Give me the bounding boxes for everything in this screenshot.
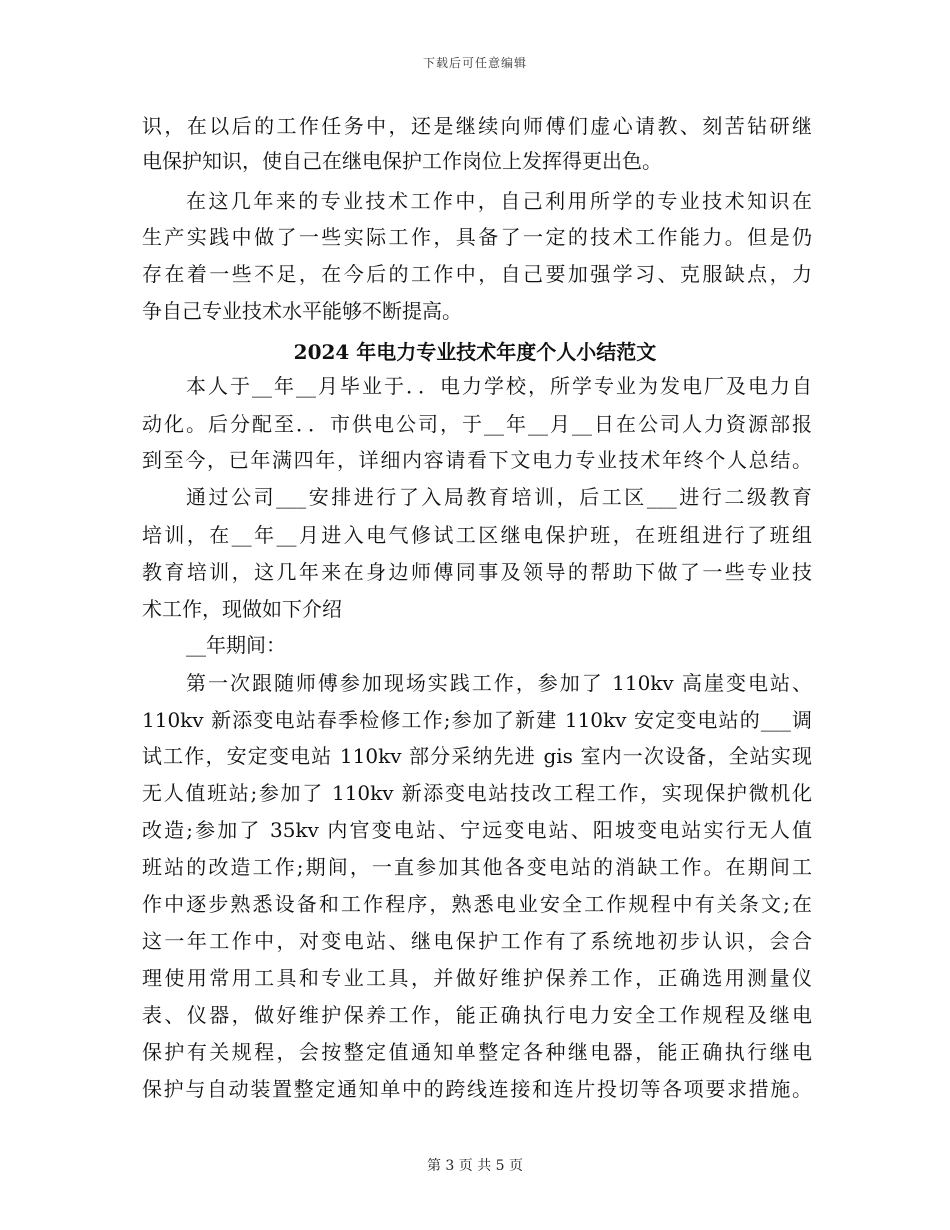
text-line: 生产实践中做了一些实际工作，具备了一定的技术工作能力。但是仍	[142, 225, 812, 249]
text-line: 本人于__年__月毕业于．．电力学校，所学专业为发电厂及电力自	[186, 374, 812, 398]
section-title: 2024 年电力专业技术年度个人小结范文	[293, 340, 657, 364]
text-line: 识，在以后的工作任务中，还是继续向师傅们虚心请教、刻苦钻研继	[142, 114, 812, 138]
text-line: 电保护知识，使自己在继电保护工作岗位上发挥得更出色。	[142, 149, 662, 173]
text-line: 试工作，安定变电站 110kv 部分采纳先进 gis 室内一次设备，全站实现	[142, 744, 812, 768]
text-line: 这一年工作中，对变电站、继电保护工作有了系统地初步认识，会合	[142, 929, 812, 953]
page-number: 第 3 页 共 5 页	[426, 1158, 524, 1174]
text-line: 教育培训，这几年来在身边师傅同事及领导的帮助下做了一些专业技	[142, 560, 812, 584]
text-line: 存在着一些不足，在今后的工作中，自己要加强学习、克服缺点，力	[142, 262, 812, 286]
text-line: 通过公司___安排进行了入局教育培训，后工区___进行二级教育	[186, 485, 812, 509]
text-line: 第一次跟随师傅参加现场实践工作，参加了 110kv 高崖变电站、	[186, 671, 812, 695]
text-line: 动化。后分配至．．市供电公司，于__年__月__日在公司人力资源部报	[142, 412, 812, 436]
text-line: 术工作，现做如下介绍	[142, 597, 342, 621]
text-line: 保护有关规程，会按整定值通知单整定各种继电器，能正确执行继电	[142, 1040, 812, 1064]
text-line: 表、仪器，做好维护保养工作，能正确执行电力安全工作规程及继电	[142, 1003, 812, 1027]
text-line: 作中逐步熟悉设备和工作程序，熟悉电业安全工作规程中有关条文;在	[142, 892, 812, 916]
text-line: 培训，在__年__月进入电气修试工区继电保护班，在班组进行了班组	[142, 523, 812, 547]
text-line: 110kv 新添变电站春季检修工作;参加了新建 110kv 安定变电站的___调	[142, 708, 812, 732]
text-line: 无人值班站;参加了 110kv 新添变电站技改工程工作，实现保护微机化	[142, 781, 812, 805]
text-line: 到至今，已年满四年，详细内容请看下文电力专业技术年终个人总结。	[142, 448, 812, 472]
text-line: 在这几年来的专业技术工作中，自己利用所学的专业技术知识在	[186, 189, 812, 213]
text-line: 保护与自动装置整定通知单中的跨线连接和连片投切等各项要求措施。	[142, 1077, 812, 1101]
text-line: 班站的改造工作;期间，一直参加其他各变电站的消缺工作。在期间工	[142, 855, 812, 879]
text-line: __年期间：	[186, 633, 286, 657]
text-line: 改造;参加了 35kv 内官变电站、宁远变电站、阳坡变电站实行无人值	[142, 818, 812, 842]
text-line: 争自己专业技术水平能够不断提高。	[142, 299, 462, 323]
header-note: 下载后可任意编辑	[422, 56, 527, 70]
text-line: 理使用常用工具和专业工具，并做好维护保养工作，正确选用测量仪	[142, 966, 812, 990]
